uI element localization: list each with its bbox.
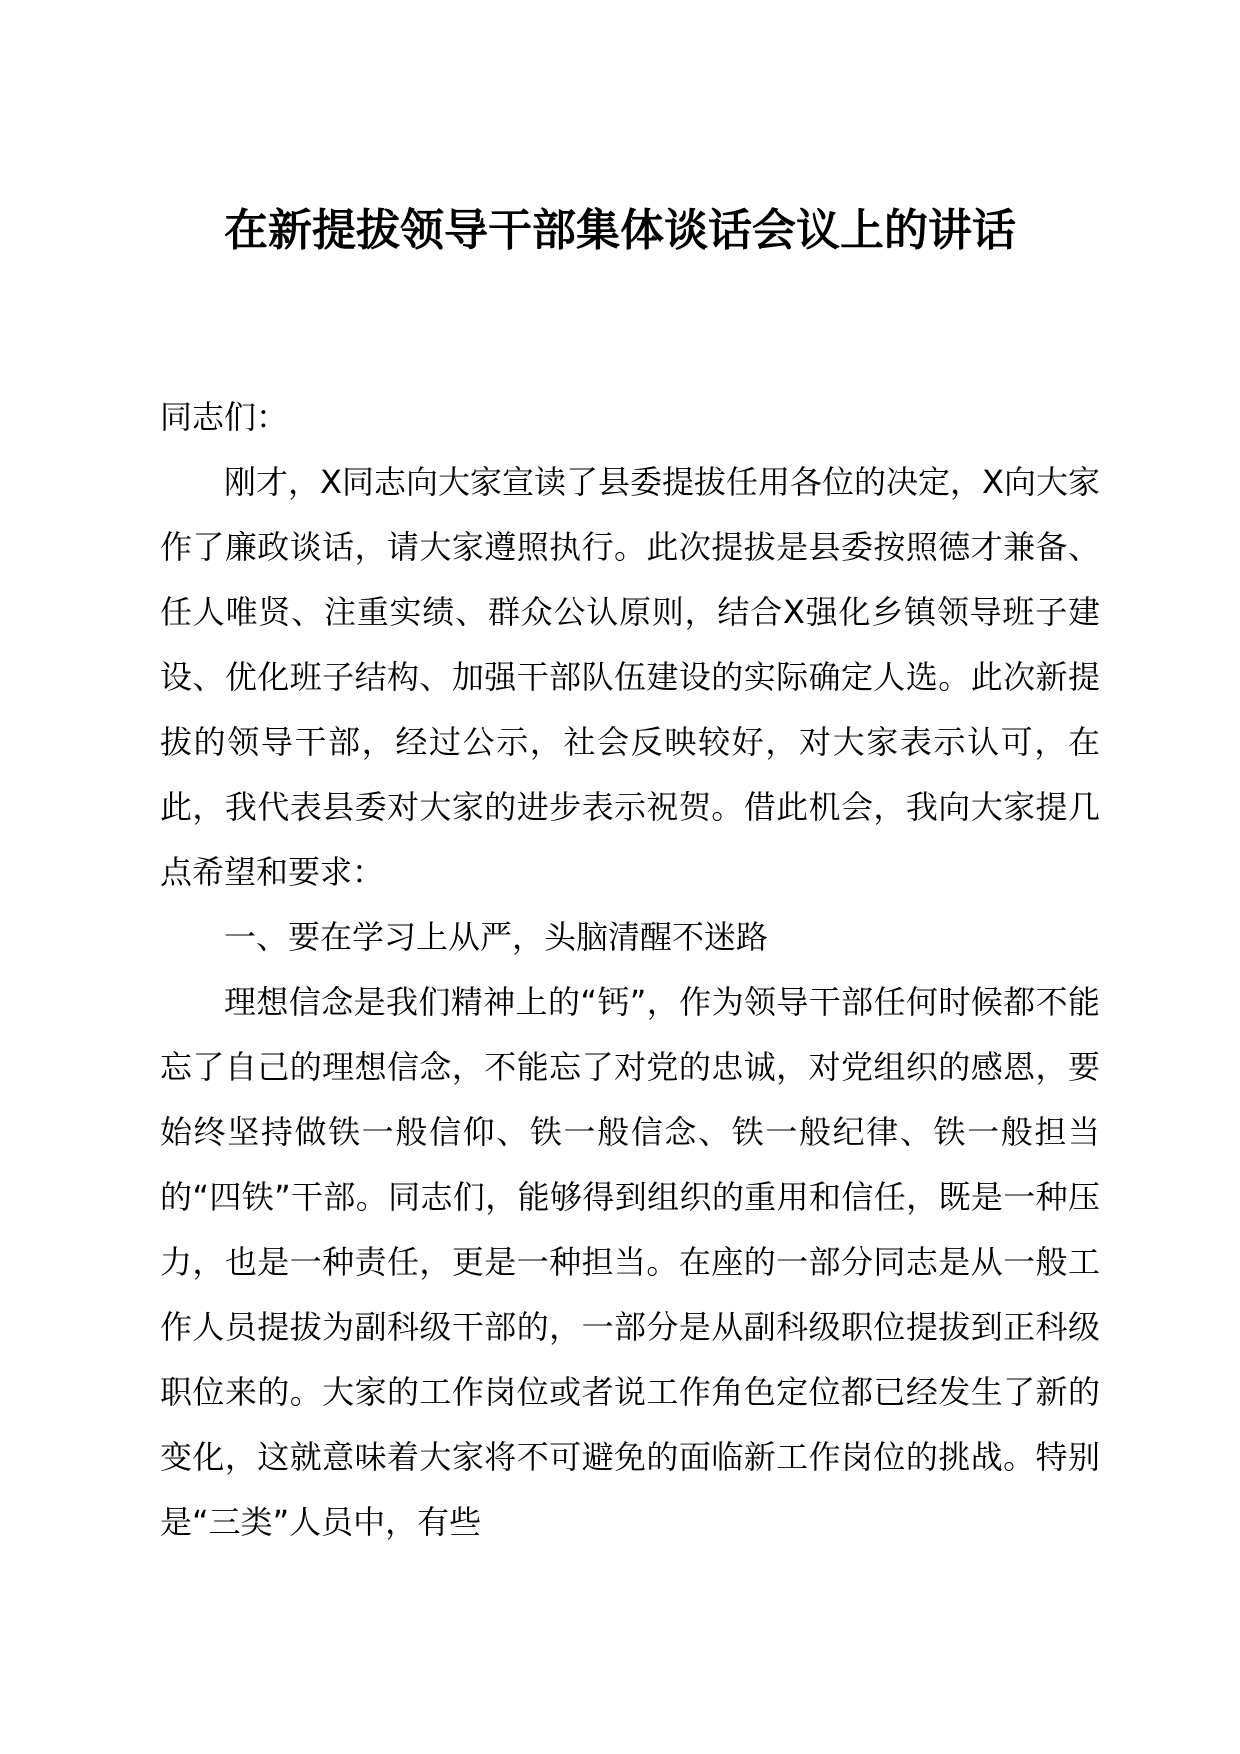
document-title: 在新提拔领导干部集体谈话会议上的讲话 [224, 205, 1016, 256]
section-paragraph: 理想信念是我们精神上的“钙”，作为领导干部任何时候都不能忘了自己的理想信念，不能忘了对党的忠诚，对党组织的感恩，要始终坚持做铁一般信仰、铁一般信念、铁一般纪律、铁一般担当的“四铁”干部。同志们，能够得到组织的重用和信任，既是一种压力，也是一种责任，更是一种担当。在座的一部分同志是从一般工作人员提拔为副科级干部的，一部分是从副科级职位提拔到正科级职位来的。大家的工作岗位或者说工作角色定位都已经发生了新的变化，这就意味着大家将不可避免的面临新工作岗位的挑战。特别是“三类”人员中，有些 [160, 983, 1100, 1541]
document-body [160, 385, 1100, 1555]
section-heading: 一、要在学习上从严，头脑清醒不迷路 [224, 918, 769, 956]
intro-paragraph: 刚才，X同志向大家宣读了县委提拔任用各位的决定，X向大家作了廉政谈话，请大家遵照执行。此次提拔是县委按照德才兼备、任人唯贤、注重实绩、群众公认原则，结合X强化乡镇领导班子建设、优化班子结构、加强干部队伍建设的实际确定人选。此次新提拔的领导干部，经过公示，社会反映较好，对大家表示认可，在此，我代表县委对大家的进步表示祝贺。借此机会，我向大家提几点希望和要求： [160, 463, 1100, 891]
salutation: 同志们： [160, 398, 289, 436]
